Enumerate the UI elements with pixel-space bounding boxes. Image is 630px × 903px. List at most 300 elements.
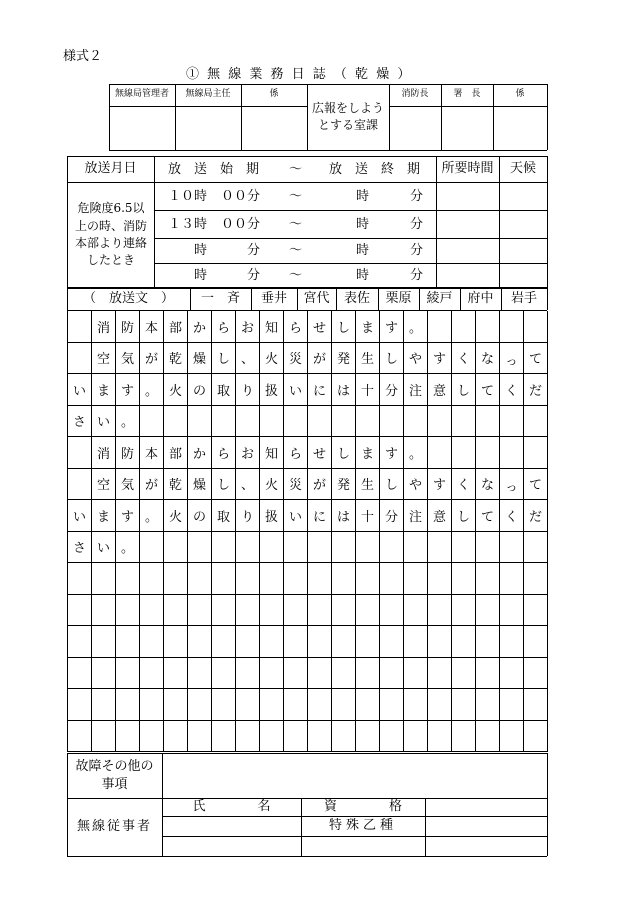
grid-cell (356, 563, 380, 595)
end-hour: 時 (356, 268, 370, 283)
trouble-label: 故障その他の事項 (75, 758, 154, 792)
grid-cell (380, 406, 404, 438)
grid-cell (524, 626, 548, 658)
grid-cell: 発 (332, 343, 356, 375)
grid-cell: 災 (284, 469, 308, 501)
grid-cell (236, 563, 260, 595)
grid-cell: さ (68, 406, 92, 438)
grid-cell: 災 (284, 343, 308, 375)
grid-cell (188, 689, 212, 721)
grid-cell (236, 721, 260, 753)
grid-cell: く (500, 374, 524, 406)
grid-cell: せ (308, 437, 332, 469)
grid-cell (284, 406, 308, 438)
grid-cell (476, 311, 500, 343)
grid-cell: の (188, 374, 212, 406)
header-station-manager: 無線局管理者 (114, 89, 169, 100)
grid-cell: 扱 (260, 374, 284, 406)
start-minute: ００分 (221, 217, 261, 232)
grid-cell (92, 595, 116, 627)
grid-cell: 。 (404, 311, 428, 343)
grid-cell: が (308, 469, 332, 501)
grid-cell (332, 406, 356, 438)
grid-cell (164, 563, 188, 595)
grid-cell (380, 721, 404, 753)
grid-cell (236, 595, 260, 627)
grid-cell: て (524, 343, 548, 375)
grid-cell: す (116, 374, 140, 406)
grid-cell (188, 532, 212, 564)
grid-cell (308, 721, 332, 753)
grid-cell (116, 626, 140, 658)
grid-cell: 空 (92, 469, 116, 501)
area-all: 一 斉 (200, 290, 240, 306)
grid-cell (188, 406, 212, 438)
grid-cell: ら (284, 311, 308, 343)
grid-cell (188, 595, 212, 627)
grid-cell (284, 626, 308, 658)
grid-cell (404, 626, 428, 658)
grid-cell (116, 658, 140, 690)
grid-cell (68, 595, 92, 627)
grid-cell: か (188, 311, 212, 343)
grid-cell (236, 658, 260, 690)
grid-cell: や (404, 343, 428, 375)
grid-cell (284, 563, 308, 595)
header-fire-chief: 消防長 (401, 89, 429, 100)
grid-cell: し (380, 343, 404, 375)
grid-cell (404, 689, 428, 721)
grid-cell: 意 (428, 374, 452, 406)
grid-cell (140, 689, 164, 721)
qualification-value: 特殊乙種 (328, 817, 397, 833)
grid-cell (140, 406, 164, 438)
grid-cell: 空 (92, 343, 116, 375)
grid-cell: 知 (260, 437, 284, 469)
grid-cell: 。 (116, 532, 140, 564)
grid-cell: 、 (236, 343, 260, 375)
grid-cell (476, 721, 500, 753)
grid-cell (260, 406, 284, 438)
grid-cell (452, 532, 476, 564)
grid-cell: 防 (116, 437, 140, 469)
grid-cell: し (452, 374, 476, 406)
grid-cell (164, 689, 188, 721)
grid-cell: ら (212, 311, 236, 343)
range-tilde: ～ (289, 268, 303, 283)
grid-cell (404, 595, 428, 627)
grid-cell (476, 626, 500, 658)
grid-cell (428, 563, 452, 595)
grid-cell: 。 (404, 437, 428, 469)
grid-cell (188, 658, 212, 690)
grid-cell: 燥 (188, 343, 212, 375)
grid-cell (500, 563, 524, 595)
grid-cell: ら (212, 437, 236, 469)
grid-cell (332, 658, 356, 690)
end-hour: 時 (356, 217, 370, 232)
grid-cell: か (188, 437, 212, 469)
header-start: 放 送 始 期 (168, 162, 260, 177)
grid-cell (284, 721, 308, 753)
grid-cell (452, 563, 476, 595)
grid-cell (356, 532, 380, 564)
grid-cell: 気 (116, 343, 140, 375)
grid-cell: 。 (140, 500, 164, 532)
grid-cell (452, 626, 476, 658)
end-minute: 分 (410, 268, 424, 283)
grid-cell (476, 532, 500, 564)
grid-cell: っ (500, 469, 524, 501)
grid-cell (380, 532, 404, 564)
grid-cell (476, 658, 500, 690)
grid-cell: 注 (404, 374, 428, 406)
grid-cell (476, 437, 500, 469)
header-end: 放 送 終 期 (329, 162, 421, 177)
grid-cell (524, 311, 548, 343)
grid-cell: せ (308, 311, 332, 343)
grid-cell (92, 721, 116, 753)
grid-cell: し (212, 469, 236, 501)
grid-cell (164, 721, 188, 753)
grid-cell: 消 (92, 311, 116, 343)
grid-cell: り (236, 374, 260, 406)
grid-cell (212, 689, 236, 721)
grid-cell (356, 626, 380, 658)
grid-cell: ら (284, 437, 308, 469)
condition-text: 危険度6.5以上の時、消防本部より連絡したとき (74, 201, 147, 268)
grid-cell (452, 595, 476, 627)
grid-cell (332, 626, 356, 658)
grid-cell: だ (524, 500, 548, 532)
grid-cell (212, 563, 236, 595)
grid-cell (452, 311, 476, 343)
grid-cell (332, 563, 356, 595)
grid-cell (524, 563, 548, 595)
grid-cell (428, 721, 452, 753)
grid-cell (92, 563, 116, 595)
grid-cell (452, 406, 476, 438)
grid-cell (332, 721, 356, 753)
grid-cell (236, 406, 260, 438)
grid-cell (212, 658, 236, 690)
start-hour: １０時 (168, 189, 208, 204)
grid-cell (524, 437, 548, 469)
grid-cell: 火 (164, 500, 188, 532)
grid-cell (380, 689, 404, 721)
grid-cell (356, 689, 380, 721)
grid-cell: 、 (236, 469, 260, 501)
grid-cell (212, 406, 236, 438)
grid-cell (332, 689, 356, 721)
grid-cell (500, 689, 524, 721)
grid-cell: い (68, 500, 92, 532)
grid-cell (260, 721, 284, 753)
grid-cell (68, 563, 92, 595)
grid-cell (524, 595, 548, 627)
grid-cell: 火 (260, 469, 284, 501)
area-kurihara: 栗原 (385, 290, 412, 306)
grid-cell: お (236, 311, 260, 343)
grid-cell: す (116, 500, 140, 532)
grid-cell (476, 406, 500, 438)
range-tilde: ～ (289, 217, 303, 232)
range-tilde: ～ (289, 189, 303, 204)
grid-cell (380, 658, 404, 690)
grid-cell (260, 532, 284, 564)
grid-cell: だ (524, 374, 548, 406)
start-hour: 時 (194, 243, 208, 258)
start-minute: 分 (247, 243, 261, 258)
grid-cell: 部 (164, 437, 188, 469)
grid-cell (428, 311, 452, 343)
grid-cell (284, 595, 308, 627)
grid-cell: や (404, 469, 428, 501)
grid-cell: 十 (356, 500, 380, 532)
end-minute: 分 (410, 243, 424, 258)
grid-cell (356, 658, 380, 690)
grid-cell (140, 626, 164, 658)
grid-cell: し (452, 500, 476, 532)
grid-cell: し (332, 311, 356, 343)
area-tarui: 垂井 (260, 290, 287, 306)
grid-cell (428, 689, 452, 721)
grid-cell: は (332, 374, 356, 406)
grid-cell (140, 563, 164, 595)
grid-cell: い (284, 500, 308, 532)
grid-cell: 火 (164, 374, 188, 406)
grid-cell (68, 469, 92, 501)
grid-cell: く (452, 469, 476, 501)
grid-cell (428, 437, 452, 469)
grid-cell: お (236, 437, 260, 469)
grid-cell (308, 595, 332, 627)
grid-cell (212, 721, 236, 753)
grid-cell (260, 658, 284, 690)
header-staff-2: 係 (515, 89, 525, 100)
grid-cell: 扱 (260, 500, 284, 532)
operator-label: 無線従事者 (76, 818, 152, 834)
end-minute: 分 (410, 189, 424, 204)
grid-cell (524, 532, 548, 564)
grid-cell: 部 (164, 311, 188, 343)
grid-cell (500, 437, 524, 469)
grid-cell (260, 689, 284, 721)
grid-cell (500, 721, 524, 753)
grid-cell (500, 406, 524, 438)
grid-cell (308, 532, 332, 564)
grid-cell (284, 532, 308, 564)
grid-cell (476, 563, 500, 595)
grid-cell (188, 563, 212, 595)
area-iwate: 岩手 (510, 290, 537, 306)
grid-cell (236, 689, 260, 721)
grid-cell (356, 721, 380, 753)
grid-cell: す (428, 343, 452, 375)
grid-cell: 防 (116, 311, 140, 343)
grid-cell (164, 658, 188, 690)
grid-cell: な (476, 343, 500, 375)
grid-cell (404, 563, 428, 595)
grid-cell: て (524, 469, 548, 501)
grid-cell: 発 (332, 469, 356, 501)
form-label: 様式２ (63, 49, 103, 64)
header-weather: 天候 (509, 160, 536, 176)
grid-cell (356, 406, 380, 438)
start-hour: １３時 (168, 217, 208, 232)
range-tilde: ～ (289, 243, 303, 258)
grid-cell (260, 563, 284, 595)
grid-cell (380, 595, 404, 627)
grid-cell (92, 658, 116, 690)
grid-cell (164, 626, 188, 658)
grid-cell: 生 (356, 469, 380, 501)
grid-cell: が (140, 469, 164, 501)
grid-cell (284, 689, 308, 721)
grid-cell: 消 (92, 437, 116, 469)
grid-cell (452, 658, 476, 690)
grid-cell (236, 532, 260, 564)
grid-cell (92, 626, 116, 658)
grid-cell: て (476, 500, 500, 532)
grid-cell: 分 (380, 500, 404, 532)
grid-cell (188, 626, 212, 658)
grid-cell (428, 406, 452, 438)
grid-cell (260, 595, 284, 627)
grid-cell (212, 595, 236, 627)
grid-cell (140, 595, 164, 627)
grid-cell (428, 532, 452, 564)
grid-cell: く (500, 500, 524, 532)
header-station-head: 署 長 (453, 89, 481, 100)
grid-cell (524, 406, 548, 438)
area-fuchu: 府中 (467, 290, 494, 306)
grid-cell: 生 (356, 343, 380, 375)
grid-cell (452, 437, 476, 469)
grid-cell (164, 532, 188, 564)
page-title: ① 無 線 業 務 日 誌 （ 乾 燥 ） (186, 67, 413, 82)
grid-cell (140, 721, 164, 753)
grid-cell (116, 689, 140, 721)
grid-cell (212, 532, 236, 564)
header-section: 広報をしようとする室課 (311, 101, 384, 132)
grid-cell (332, 595, 356, 627)
grid-cell (404, 658, 428, 690)
end-hour: 時 (356, 243, 370, 258)
grid-cell (404, 721, 428, 753)
grid-cell: す (380, 437, 404, 469)
broadcast-text-grid (67, 310, 547, 752)
grid-cell: 本 (140, 437, 164, 469)
grid-cell: い (68, 374, 92, 406)
grid-cell (116, 595, 140, 627)
grid-cell: い (92, 532, 116, 564)
grid-cell: の (188, 500, 212, 532)
grid-cell (500, 626, 524, 658)
end-hour: 時 (356, 189, 370, 204)
broadcast-label: （ 放送文 ） (82, 290, 174, 306)
grid-cell: 分 (380, 374, 404, 406)
grid-cell (356, 595, 380, 627)
grid-cell (116, 563, 140, 595)
grid-cell: ま (356, 437, 380, 469)
grid-cell (524, 658, 548, 690)
grid-cell (308, 658, 332, 690)
grid-cell: 火 (260, 343, 284, 375)
qualification-header: 資 格 (323, 798, 402, 814)
grid-cell (476, 595, 500, 627)
header-month-day: 放送月日 (84, 160, 137, 176)
grid-cell (92, 689, 116, 721)
grid-cell: い (92, 406, 116, 438)
header-tilde: ～ (289, 162, 303, 177)
grid-cell (68, 311, 92, 343)
grid-cell (428, 658, 452, 690)
grid-cell: 十 (356, 374, 380, 406)
grid-cell (452, 689, 476, 721)
grid-cell: し (332, 437, 356, 469)
grid-cell: く (452, 343, 476, 375)
grid-cell (188, 721, 212, 753)
grid-cell: が (140, 343, 164, 375)
grid-cell: 取 (212, 500, 236, 532)
grid-cell: さ (68, 532, 92, 564)
grid-cell (308, 689, 332, 721)
grid-cell: 燥 (188, 469, 212, 501)
grid-cell (140, 658, 164, 690)
grid-cell: 注 (404, 500, 428, 532)
grid-cell: ま (92, 500, 116, 532)
grid-cell (500, 311, 524, 343)
grid-cell (68, 343, 92, 375)
grid-cell: 乾 (164, 469, 188, 501)
grid-cell: 本 (140, 311, 164, 343)
grid-cell: 。 (116, 406, 140, 438)
grid-cell: い (284, 374, 308, 406)
grid-cell: に (308, 374, 332, 406)
grid-cell (404, 406, 428, 438)
area-hyousa: 表佐 (343, 290, 370, 306)
grid-cell: ま (92, 374, 116, 406)
area-miyashiro: 宮代 (303, 290, 330, 306)
start-hour: 時 (194, 268, 208, 283)
grid-cell: 取 (212, 374, 236, 406)
grid-cell (260, 626, 284, 658)
grid-cell (380, 563, 404, 595)
grid-cell (212, 626, 236, 658)
grid-cell (452, 721, 476, 753)
grid-cell (308, 626, 332, 658)
grid-cell (116, 721, 140, 753)
grid-cell: ま (356, 311, 380, 343)
area-ayado: 綾戸 (426, 290, 453, 306)
grid-cell (68, 689, 92, 721)
start-minute: 分 (247, 268, 261, 283)
start-minute: ００分 (221, 189, 261, 204)
grid-cell: 乾 (164, 343, 188, 375)
grid-cell: て (476, 374, 500, 406)
grid-cell (404, 532, 428, 564)
grid-cell: が (308, 343, 332, 375)
grid-cell (68, 658, 92, 690)
grid-cell (308, 563, 332, 595)
header-staff-1: 係 (269, 89, 279, 100)
header-station-chief: 無線局主任 (185, 89, 231, 100)
grid-cell: 気 (116, 469, 140, 501)
grid-cell: り (236, 500, 260, 532)
grid-cell (164, 595, 188, 627)
end-minute: 分 (410, 217, 424, 232)
